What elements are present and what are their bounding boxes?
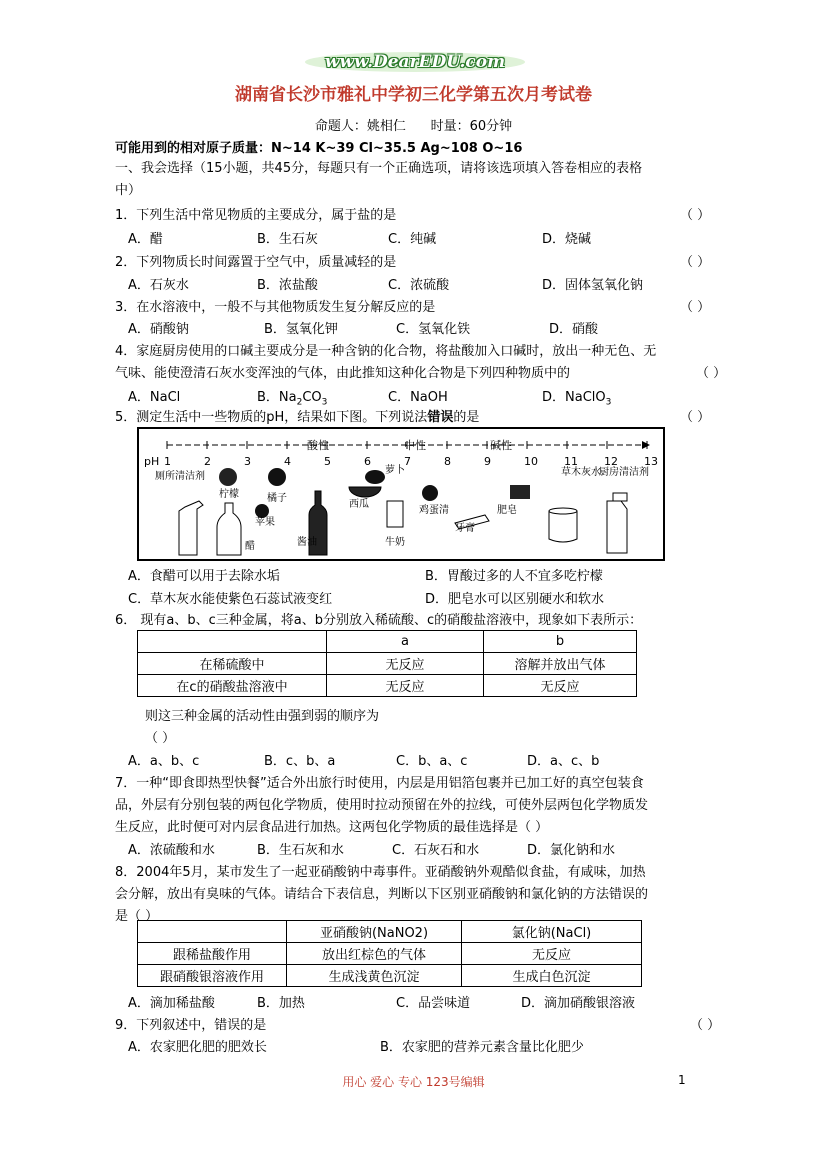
ph-axis-label: pH (144, 455, 160, 468)
q8-option-c: C．品尝味道 (396, 996, 471, 1011)
table-row (138, 653, 637, 675)
table-cell (138, 921, 287, 943)
table-row (138, 631, 637, 653)
table-cell: 无反应 (484, 675, 637, 697)
table-row (138, 943, 642, 965)
q1-option-c: C．纯碱 (388, 232, 437, 247)
ph-tick-label: 8 (444, 455, 451, 468)
q2-option-b: B．浓盐酸 (257, 278, 318, 293)
q2-option-c: C．浓硫酸 (388, 278, 450, 293)
ph-tick-label: 9 (484, 455, 491, 468)
q8-option-a: A．滴加稀盐酸 (128, 996, 215, 1011)
q5-stem: 5．测定生活中一些物质的pH，结果如下图。下列说法错误的是 (115, 410, 480, 425)
q4-line2: 气味、能使澄清石灰水变浑浊的气体，由此推知这种化合物是下列四种物质中的 (115, 366, 571, 381)
item-toilet-cleaner: 厕所清洁剂 (155, 471, 205, 482)
q5-option-a: A．食醋可以用于去除水垢 (128, 569, 280, 584)
item-egg-white: 鸡蛋清 (419, 505, 449, 516)
table-cell (138, 631, 327, 653)
q8-line2: 会分解，放出有臭味的气体。请结合下表信息，判断以下区别亚硝酸钠和氯化钠的方法错误的 (115, 887, 649, 902)
q9-option-b: B．农家肥的营养元素含量比化肥少 (380, 1040, 584, 1055)
q8-line3: 是（ ） (115, 909, 159, 924)
item-soy-sauce: 酱油 (297, 537, 317, 548)
q2-stem: 2．下列物质长时间露置于空气中，质量减轻的是 (115, 255, 397, 270)
q2-option-d: D．固体氢氧化钠 (542, 278, 644, 293)
footer-text: 用心 爱心 专心 123号编辑 (342, 1075, 485, 1089)
q5-option-c: C．草木灰水能使紫色石蕊试液变红 (128, 592, 333, 607)
page-title: 湖南省长沙市雅礼中学初三化学第五次月考试卷 (235, 85, 592, 105)
q3-option-c: C．氢氧化铁 (396, 322, 471, 337)
base-label: 碱性 (490, 439, 512, 452)
apple-icon (255, 504, 269, 518)
q7-option-b: B．生石灰和水 (257, 843, 344, 858)
table-cell: 生成白色沉淀 (462, 965, 642, 987)
ph-tick-label: 2 (204, 455, 211, 468)
q6-option-c: C．b、a、c (396, 754, 468, 769)
q5-option-d: D．肥皂水可以区别硬水和软水 (425, 592, 605, 607)
banner-text: www.DearEDU.com (324, 52, 506, 72)
item-plant-ash-water: 草木灰水 (561, 467, 601, 478)
q6-option-d: D．a、c、b (527, 754, 600, 769)
ph-tick-label: 6 (364, 455, 371, 468)
table-cell: 在稀硫酸中 (138, 653, 327, 675)
item-soap: 肥皂 (497, 505, 517, 516)
q4-answer-paren: （ ） (696, 366, 727, 381)
ph-tick-label: 10 (524, 455, 538, 468)
q6-stem: 6． 现有a、b、c三种金属，将a、b分别放入稀硫酸、c的硝酸盐溶液中，现象如下表所示： (115, 613, 643, 628)
q7-line2: 品，外层有分别包装的两包化学物质，使用时拉动预留在外的拉线，可使外层两包化学物质发 (115, 798, 649, 813)
q1-option-d: D．烧碱 (542, 232, 592, 247)
q7-line1: 7．一种“即食即热型快餐”适合外出旅行时使用，内层是用铝箔包裹并已加工好的真空包装食 (115, 776, 644, 791)
q6-option-b: B．c、b、a (264, 754, 336, 769)
q3-answer-paren: （ ） (680, 300, 711, 315)
ph-tick-label: 5 (324, 455, 331, 468)
table-row (138, 965, 642, 987)
item-orange: 橘子 (267, 493, 287, 504)
q2-option-a: A．石灰水 (128, 278, 189, 293)
beaker-icon (549, 511, 577, 542)
atomic-masses: 可能用到的相对原子质量：N~14 K~39 Cl~35.5 Ag~108 O~16 (115, 141, 523, 156)
table-cell: 在c的硝酸盐溶液中 (138, 675, 327, 697)
q3-option-b: B．氢氧化钾 (264, 322, 338, 337)
q7-line3: 生反应，此时便可对内层食品进行加热。这两包化学物质的最佳选择是（ ） (115, 820, 549, 835)
item-apple: 苹果 (255, 517, 275, 528)
q2-answer-paren: （ ） (680, 255, 711, 270)
lemon-icon (219, 468, 237, 486)
q4-option-b: B．$Na_2CO_3$ (257, 390, 328, 408)
q8-table (137, 920, 642, 987)
radish-icon (365, 470, 385, 484)
q1-option-b: B．生石灰 (257, 232, 318, 247)
q6-followup: 则这三种金属的活动性由强到弱的顺序为 (145, 709, 380, 724)
table-cell: 跟稀盐酸作用 (138, 943, 287, 965)
ph-tick-label: 11 (564, 455, 578, 468)
q5-answer-paren: （ ） (680, 410, 711, 425)
table-cell: 氯化钠(NaCl) (462, 921, 642, 943)
q6-table (137, 630, 637, 697)
q9-stem: 9．下列叙述中，错误的是 (115, 1018, 267, 1033)
egg-icon (422, 485, 438, 501)
table-cell: 无反应 (327, 675, 484, 697)
item-kitchen-cleaner: 厨房清洁剂 (599, 467, 649, 478)
q9-option-a: A．农家肥化肥的肥效长 (128, 1040, 267, 1055)
q3-option-d: D．硝酸 (549, 322, 599, 337)
exam-info (0, 115, 827, 134)
section-intro-line1: 一、我会选择（15小题，共45分，每题只有一个正确选项，请将该选项填入答卷相应的表格 (115, 161, 643, 176)
table-cell: 无反应 (327, 653, 484, 675)
spray-bottle-icon (607, 501, 627, 553)
acid-label: 酸性 (307, 439, 329, 452)
q6-answer-paren: （ ） (145, 731, 176, 746)
q9-answer-paren: （ ） (690, 1018, 721, 1033)
ph-tick-label: 1 (164, 455, 171, 468)
table-cell: 无反应 (462, 943, 642, 965)
ph-tick-label: 3 (244, 455, 251, 468)
ph-tick-label: 13 (644, 455, 658, 468)
q8-option-b: B．加热 (257, 996, 305, 1011)
page-number: 1 (678, 1073, 686, 1087)
q1-option-a: A．醋 (128, 232, 163, 247)
item-vinegar: 醋 (245, 541, 255, 552)
q5-option-b: B．胃酸过多的人不宜多吃柠檬 (425, 569, 603, 584)
author: 命题人：姚相仁 (314, 119, 406, 134)
table-cell: 放出红棕色的气体 (287, 943, 462, 965)
q1-answer-paren: （ ） (680, 208, 711, 223)
item-lemon: 柠檬 (219, 489, 239, 500)
table-row (138, 675, 637, 697)
item-radish: 萝卜 (385, 465, 405, 476)
q8-line1: 8．2004年5月，某市发生了一起亚硝酸钠中毒事件。亚硝酸钠外观酷似食盐，有咸味，加热 (115, 865, 646, 880)
table-cell: b (484, 631, 637, 653)
q4-option-d: D．NaClO$_3$ (542, 390, 612, 408)
q1-stem: 1．下列生活中常见物质的主要成分，属于盐的是 (115, 208, 397, 223)
q4-line1: 4．家庭厨房使用的口碱主要成分是一种含钠的化合物，将盐酸加入口碱时，放出一种无色、无 (115, 344, 657, 359)
q7-option-c: C．石灰石和水 (392, 843, 480, 858)
ph-tick-label: 12 (604, 455, 618, 468)
q4-option-a: A．NaCl (128, 390, 181, 405)
table-cell: a (327, 631, 484, 653)
table-cell: 生成浅黄色沉淀 (287, 965, 462, 987)
table-cell: 溶解并放出气体 (484, 653, 637, 675)
ph-tick-label: 7 (404, 455, 411, 468)
item-milk: 牛奶 (385, 537, 405, 548)
ph-figure (137, 427, 665, 561)
soap-icon (510, 485, 530, 499)
q8-option-d: D．滴加硝酸银溶液 (521, 996, 636, 1011)
q4-option-c: C．NaOH (388, 390, 448, 405)
table-row (138, 921, 642, 943)
item-toothpaste: 牙膏 (455, 523, 475, 534)
ph-tick-label: 4 (284, 455, 291, 468)
time-limit: 时量：60分钟 (430, 119, 513, 134)
q7-option-a: A．浓硫酸和水 (128, 843, 215, 858)
section-intro-line2: 中） (115, 183, 142, 198)
table-cell: 亚硝酸钠(NaNO2) (287, 921, 462, 943)
orange-icon (268, 468, 286, 486)
neutral-label: 中性 (404, 439, 426, 452)
q6-option-a: A．a、b、c (128, 754, 200, 769)
q3-stem: 3．在水溶液中，一般不与其他物质发生复分解反应的是 (115, 300, 436, 315)
milk-icon (387, 501, 403, 527)
q7-option-d: D．氯化钠和水 (527, 843, 616, 858)
table-cell: 跟硝酸银溶液作用 (138, 965, 287, 987)
item-watermelon: 西瓜 (349, 499, 369, 510)
q3-option-a: A．硝酸钠 (128, 322, 189, 337)
